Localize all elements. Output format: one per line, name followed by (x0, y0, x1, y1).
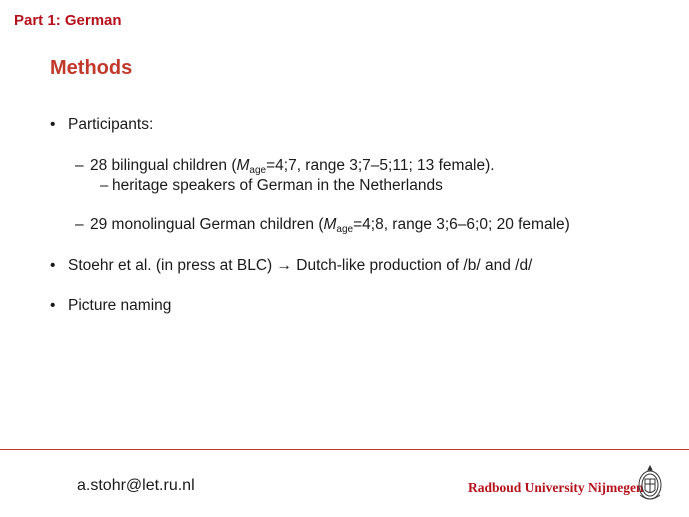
dash-marker-small: – (100, 177, 109, 194)
dash-marker: – (75, 157, 84, 174)
slide-title: Methods (50, 57, 133, 79)
mean-subscript: age (249, 165, 267, 176)
university-name: Radboud University Nijmegen (468, 480, 644, 495)
bullet-marker: • (50, 257, 56, 274)
mean-subscript: age (336, 224, 354, 235)
university-seal-icon (636, 463, 664, 503)
section-label: Part 1: German (14, 12, 122, 29)
sub-bullet-monolingual (90, 216, 570, 234)
bilingual-text-post: =4;7, range 3;7–5;11; 13 female). (266, 157, 495, 174)
bullet-stoehr: Stoehr et al. (in press at BLC) → Dutch-like production of /b/ and /d/ (68, 257, 533, 274)
bullet-picture-naming: Picture naming (68, 297, 172, 314)
bilingual-text-pre: 28 bilingual children ( (90, 157, 237, 174)
footer-email: a.stohr@let.ru.nl (77, 477, 195, 494)
bullet-marker: • (50, 297, 56, 314)
dash-marker: – (75, 216, 84, 233)
bullet-marker: • (50, 116, 56, 133)
sub-sub-bullet-heritage: heritage speakers of German in the Netherlands (112, 177, 443, 194)
monolingual-text-pre: 29 monolingual German children ( (90, 216, 324, 233)
bullet-participants: Participants: (68, 116, 154, 133)
sub-bullet-bilingual (90, 157, 495, 175)
mean-symbol: M (323, 216, 337, 233)
footer-divider (0, 449, 689, 450)
mean-symbol: M (236, 157, 250, 174)
monolingual-text-post: =4;8, range 3;6–6;0; 20 female) (353, 216, 570, 233)
